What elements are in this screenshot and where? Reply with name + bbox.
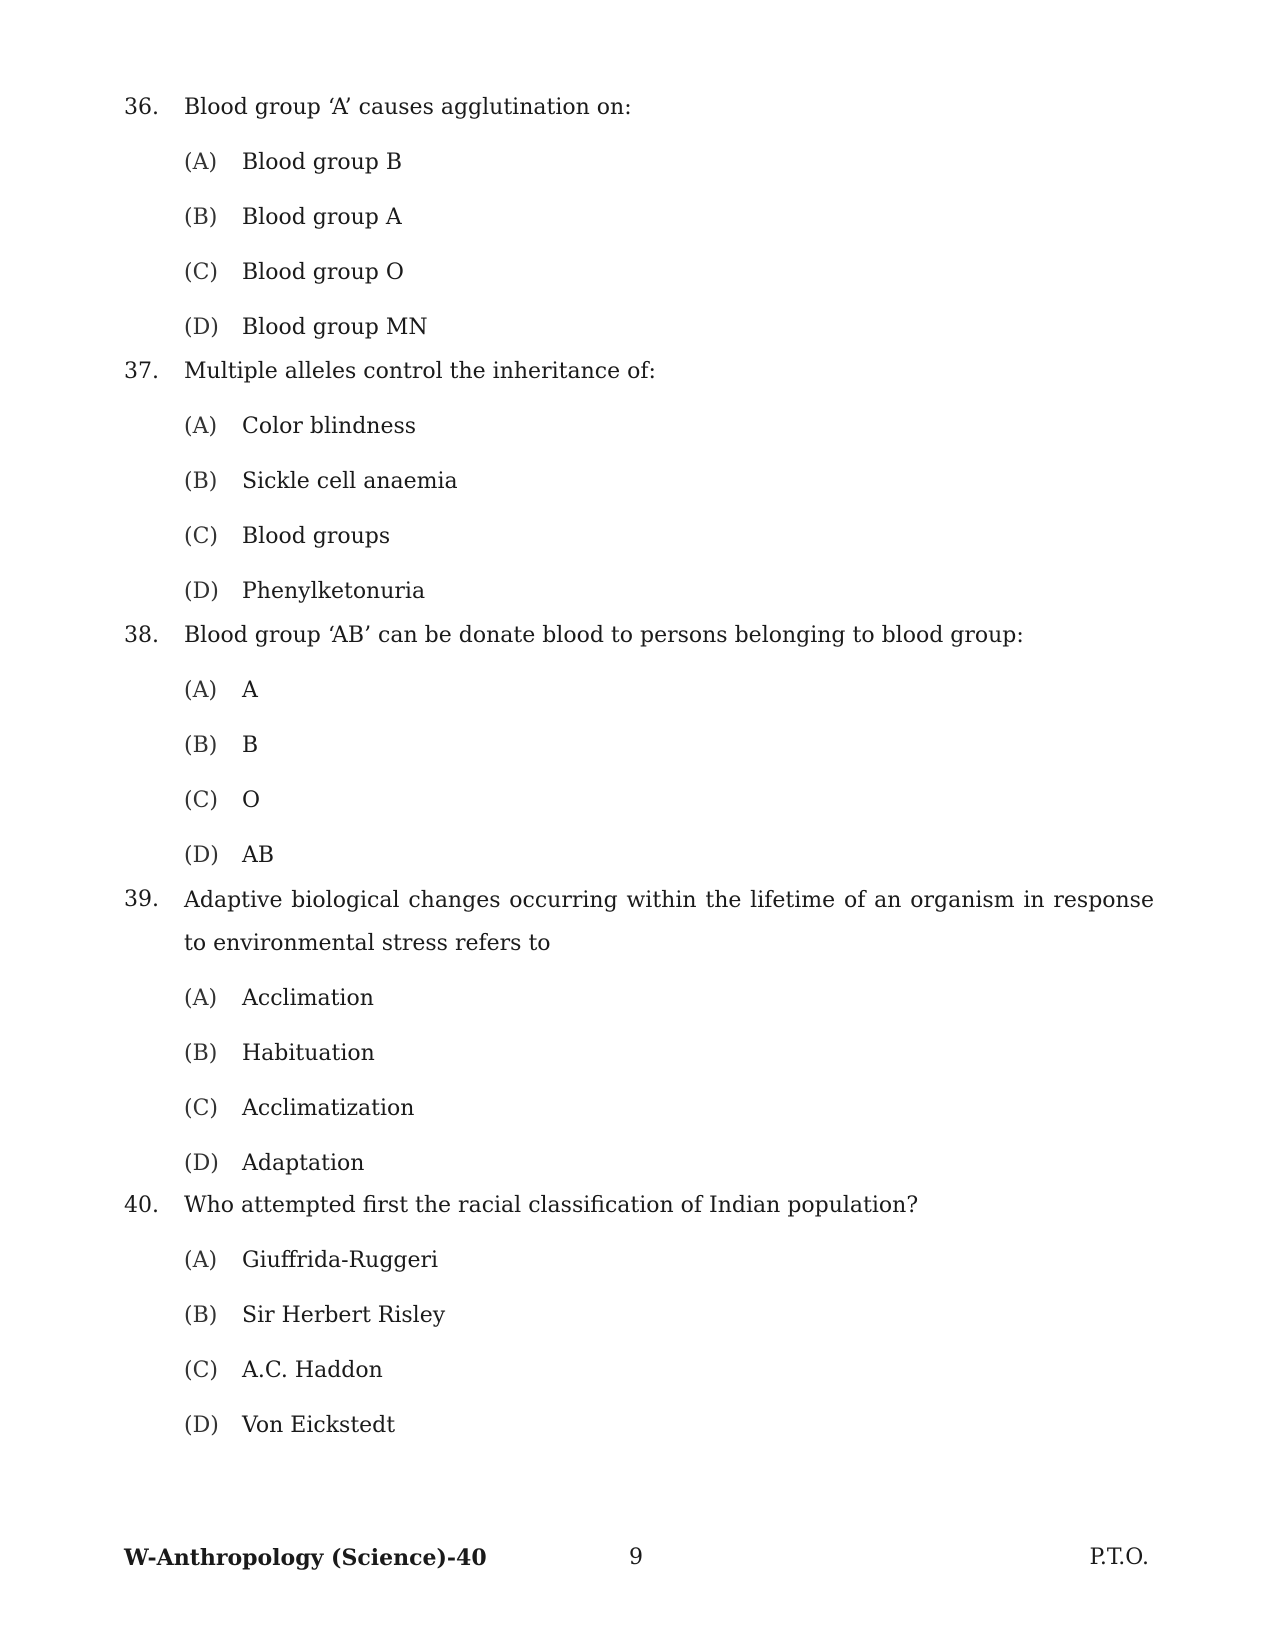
option-label: (B) xyxy=(184,1303,218,1328)
option-text: Blood group MN xyxy=(242,315,428,340)
question-number: 40. xyxy=(124,1193,159,1218)
option-a xyxy=(184,413,1154,441)
option-d xyxy=(184,1150,1154,1178)
question-text: Multiple alleles control the inheritance of: xyxy=(184,359,656,384)
question-stem xyxy=(124,886,1154,965)
question-number: 36. xyxy=(124,95,159,120)
option-label: (D) xyxy=(184,1413,219,1438)
option-text: Acclimatization xyxy=(242,1096,415,1121)
option-c xyxy=(184,1357,1154,1385)
option-text: Giuffrida-Ruggeri xyxy=(242,1248,439,1273)
option-label: (D) xyxy=(184,579,219,604)
question-39 xyxy=(124,886,1154,1178)
question-38 xyxy=(124,622,1154,870)
option-d xyxy=(184,842,1154,870)
question-text: Who attempted first the racial classification of Indian population? xyxy=(184,1193,919,1218)
options-list xyxy=(184,985,1154,1178)
option-label: (A) xyxy=(184,1248,218,1273)
options-list xyxy=(184,149,1154,342)
option-a xyxy=(184,677,1154,705)
option-label: (B) xyxy=(184,205,218,230)
option-text: Blood groups xyxy=(242,524,391,549)
option-text: Color blindness xyxy=(242,414,417,439)
question-number: 37. xyxy=(124,359,159,384)
option-label: (A) xyxy=(184,678,218,703)
option-d xyxy=(184,578,1154,606)
option-label: (B) xyxy=(184,469,218,494)
option-text: O xyxy=(242,788,261,813)
option-text: Von Eickstedt xyxy=(242,1413,396,1438)
option-a xyxy=(184,149,1154,177)
page-footer xyxy=(124,1543,1149,1573)
option-label: (D) xyxy=(184,843,219,868)
option-label: (D) xyxy=(184,315,219,340)
question-text: Blood group ‘A’ causes agglutination on: xyxy=(184,95,632,120)
option-c xyxy=(184,787,1154,815)
option-text: Blood group O xyxy=(242,260,404,285)
question-text: Adaptive biological changes occurring within the lifetime of an organism in response to environmental stress refers to xyxy=(184,888,1154,956)
option-d xyxy=(184,1412,1154,1440)
option-text: AB xyxy=(242,843,275,868)
question-number: 38. xyxy=(124,623,159,648)
options-list xyxy=(184,413,1154,606)
question-36 xyxy=(124,94,1154,342)
options-list xyxy=(184,677,1154,870)
page-number: 9 xyxy=(629,1545,643,1570)
question-stem xyxy=(124,358,1154,386)
option-label: (C) xyxy=(184,524,218,549)
option-text: Habituation xyxy=(242,1041,375,1066)
option-text: Sir Herbert Risley xyxy=(242,1303,446,1328)
option-label: (D) xyxy=(184,1151,219,1176)
option-text: Blood group B xyxy=(242,150,403,175)
option-text: A xyxy=(242,678,258,703)
option-text: A.C. Haddon xyxy=(242,1358,383,1383)
option-text: Phenylketonuria xyxy=(242,579,426,604)
option-a xyxy=(184,1247,1154,1275)
option-label: (C) xyxy=(184,260,218,285)
option-label: (A) xyxy=(184,986,218,1011)
pto-label: P.T.O. xyxy=(1089,1545,1149,1570)
option-text: Sickle cell anaemia xyxy=(242,469,458,494)
question-stem xyxy=(124,622,1154,650)
options-list xyxy=(184,1247,1154,1440)
option-label: (A) xyxy=(184,414,218,439)
option-d xyxy=(184,314,1154,342)
question-stem xyxy=(124,1192,1154,1220)
option-label: (C) xyxy=(184,788,218,813)
option-text: Acclimation xyxy=(242,986,374,1011)
option-c xyxy=(184,523,1154,551)
option-label: (C) xyxy=(184,1358,218,1383)
question-37 xyxy=(124,358,1154,606)
option-b xyxy=(184,1040,1154,1068)
option-label: (C) xyxy=(184,1096,218,1121)
question-number: 39. xyxy=(124,887,159,912)
option-b xyxy=(184,468,1154,496)
option-b xyxy=(184,732,1154,760)
paper-code: W-Anthropology (Science)-40 xyxy=(124,1545,487,1571)
option-text: B xyxy=(242,733,259,758)
option-b xyxy=(184,204,1154,232)
option-c xyxy=(184,259,1154,287)
option-text: Blood group A xyxy=(242,205,402,230)
option-label: (B) xyxy=(184,1041,218,1066)
question-40 xyxy=(124,1192,1154,1440)
option-a xyxy=(184,985,1154,1013)
option-label: (B) xyxy=(184,733,218,758)
question-text: Blood group ‘AB’ can be donate blood to persons belonging to blood group: xyxy=(184,623,1024,648)
option-label: (A) xyxy=(184,150,218,175)
question-stem xyxy=(124,94,1154,122)
option-b xyxy=(184,1302,1154,1330)
option-text: Adaptation xyxy=(242,1151,365,1176)
option-c xyxy=(184,1095,1154,1123)
